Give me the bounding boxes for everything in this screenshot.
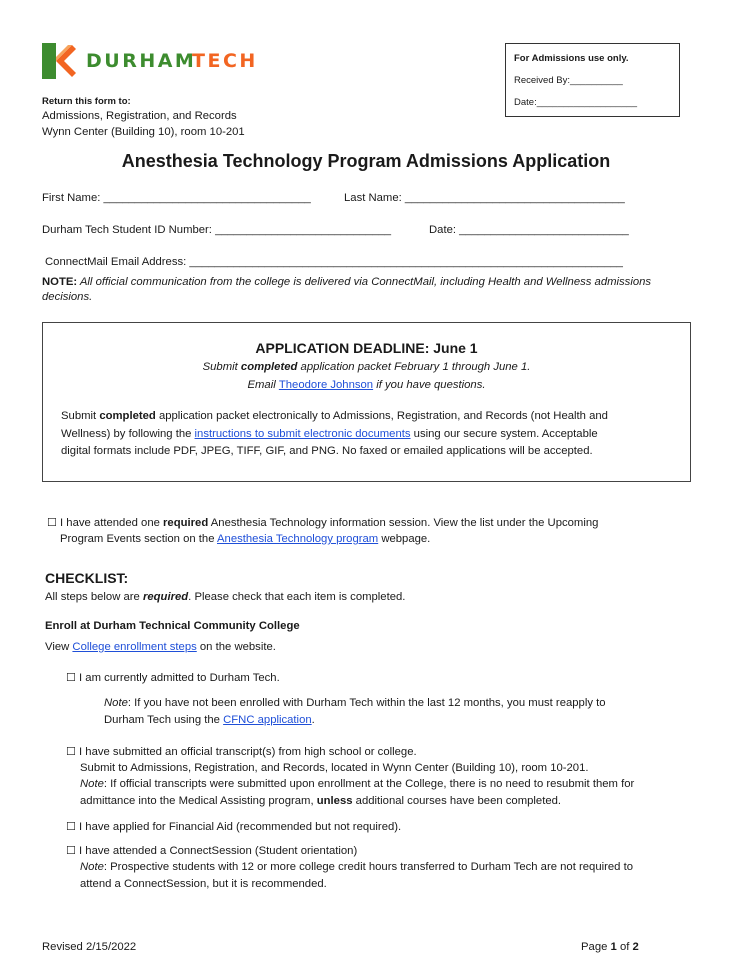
item1-note-line2 xyxy=(104,713,315,728)
return-address-line2: Wynn Center (Building 10), room 10-201 xyxy=(42,126,245,138)
checklist-heading: CHECKLIST: xyxy=(45,570,129,586)
item3-text: I have applied for Financial Aid (recommended but not required). xyxy=(75,821,402,833)
deadline-paragraph-line2 xyxy=(61,427,598,442)
checklist-intro-c: . Please check that each item is completed. xyxy=(188,591,406,603)
first-name-field[interactable]: First Name: _________________________________ xyxy=(42,192,311,204)
deadline-p2-c: using our secure system. Acceptable xyxy=(410,428,598,440)
view-c: on the website. xyxy=(196,641,276,653)
item2-note-b: : If official transcripts were submitted upon enrollment at the College, there is no need to resubmit them for xyxy=(103,778,635,790)
info-session-l1-c: Anesthesia Technology information session. View the list under the Upcoming xyxy=(208,517,599,529)
return-address-line1: Admissions, Registration, and Records xyxy=(42,110,237,122)
deadline-submit-a: Submit xyxy=(202,361,241,373)
email-field[interactable]: ConnectMail Email Address: _____________________________________________________________________ xyxy=(45,256,623,268)
item2-text: I have submitted an official transcript(s) from high school or college. xyxy=(75,746,417,758)
durham-tech-logo xyxy=(42,43,257,79)
deadline-email-a: Email xyxy=(247,379,279,391)
info-session-l1-a: I have attended one xyxy=(56,517,164,529)
return-label: Return this form to: xyxy=(42,96,131,107)
anesthesia-program-link[interactable]: Anesthesia Technology program xyxy=(217,533,379,545)
deadline-heading: APPLICATION DEADLINE: June 1 xyxy=(255,340,478,356)
item4-note-b: : Prospective students with 12 or more college credit hours transferred to Durham Tech are not required to xyxy=(103,861,634,873)
info-session-l2-c: webpage. xyxy=(378,533,431,545)
admissions-use-box xyxy=(505,43,680,117)
admissions-box-title: For Admissions use only. xyxy=(514,53,629,64)
connectsession-checkbox[interactable]: ☐ xyxy=(66,844,76,857)
page-number xyxy=(581,940,639,955)
item2-l4-c: additional courses have been completed. xyxy=(352,795,562,807)
submit-electronic-documents-link[interactable]: instructions to submit electronic documents xyxy=(194,428,411,440)
item2-note-label: Note xyxy=(80,778,104,790)
deadline-box xyxy=(42,322,691,482)
item1-note-d: . xyxy=(311,714,315,726)
deadline-p2-a: Wellness) by following the xyxy=(61,428,195,440)
item2-l4-b: unless xyxy=(316,795,353,807)
note-label: NOTE: xyxy=(42,276,78,288)
deadline-p1-c: application packet electronically to Admissions, Registration, and Records (not Health and xyxy=(155,410,608,422)
deadline-p1-b: completed xyxy=(99,410,156,422)
received-by-field[interactable]: Received By:__________ xyxy=(514,75,623,86)
checklist-intro-b: required xyxy=(142,591,189,603)
financial-aid-checkbox[interactable]: ☐ xyxy=(66,820,76,833)
logo-text-durham: DURHAM xyxy=(86,50,197,72)
item2-line4 xyxy=(80,794,561,809)
admissions-date-field[interactable]: Date:___________________ xyxy=(514,97,638,108)
deadline-p1-a: Submit xyxy=(61,410,100,422)
logo-text-tech: TECH xyxy=(192,50,258,72)
info-session-l1-b: required xyxy=(163,517,209,529)
item4-note-label: Note xyxy=(80,861,104,873)
item1-note-label: Note xyxy=(104,697,128,709)
transcript-checkbox[interactable]: ☐ xyxy=(66,745,76,758)
deadline-paragraph-line3: digital formats include PDF, JPEG, TIFF, GIF, and PNG. No faxed or emailed applications will be accepted. xyxy=(61,445,593,457)
deadline-paragraph-line1 xyxy=(61,409,608,424)
deadline-submit-b: completed xyxy=(240,361,298,373)
page-c: of xyxy=(616,941,633,953)
checklist-item-admitted xyxy=(66,670,280,686)
view-a: View xyxy=(45,641,73,653)
item1-note-c: Durham Tech using the xyxy=(104,714,224,726)
item2-line2: Submit to Admissions, Registration, and Records, located in Wynn Center (Building 10), room 10-201. xyxy=(80,762,589,774)
enrollment-steps-line xyxy=(45,640,276,655)
deadline-submit-line xyxy=(43,360,690,375)
item1-note-b: : If you have not been enrolled with Durham Tech within the last 12 months, you must reapply to xyxy=(127,697,606,709)
college-enrollment-steps-link[interactable]: College enrollment steps xyxy=(72,641,197,653)
item1-note-line1 xyxy=(104,696,606,711)
item4-text: I have attended a ConnectSession (Student orientation) xyxy=(75,845,358,857)
note-text: All official communication from the college is delivered via ConnectMail, including Health and Wellness admissions xyxy=(77,276,652,288)
date-field[interactable]: Date: ___________________________ xyxy=(429,224,629,236)
logo-mark-icon xyxy=(42,43,76,79)
item4-line3: attend a ConnectSession, but it is recommended. xyxy=(80,878,327,890)
info-session-line1 xyxy=(47,515,598,531)
item4-note-line xyxy=(80,860,633,875)
checklist-intro xyxy=(45,590,405,605)
checklist-item-financial-aid xyxy=(66,819,401,835)
theodore-johnson-link[interactable]: Theodore Johnson xyxy=(278,379,374,391)
page-total: 2 xyxy=(632,941,639,953)
item1-text: I am currently admitted to Durham Tech. xyxy=(75,672,280,684)
checklist-intro-a: All steps below are xyxy=(45,591,143,603)
page-a: Page xyxy=(581,941,611,953)
deadline-email-line xyxy=(43,378,690,393)
deadline-email-c: if you have questions. xyxy=(373,379,486,391)
last-name-field[interactable]: Last Name: ___________________________________ xyxy=(344,192,625,204)
cfnc-application-link[interactable]: CFNC application xyxy=(223,714,312,726)
revised-date: Revised 2/15/2022 xyxy=(42,941,137,953)
note-line1 xyxy=(42,275,651,290)
item2-l4-a: admittance into the Medical Assisting program, xyxy=(80,795,317,807)
enroll-heading: Enroll at Durham Technical Community College xyxy=(45,620,300,632)
page-current: 1 xyxy=(610,941,617,953)
page-title: Anesthesia Technology Program Admissions Application xyxy=(121,151,611,171)
info-session-line2 xyxy=(60,532,430,547)
deadline-submit-c: application packet February 1 through June 1. xyxy=(297,361,531,373)
item2-note-line xyxy=(80,777,634,792)
info-session-l2-a: Program Events section on the xyxy=(60,533,217,545)
checklist-item-connectsession xyxy=(66,843,357,859)
admitted-checkbox[interactable]: ☐ xyxy=(66,671,76,684)
student-id-field[interactable]: Durham Tech Student ID Number: ____________________________ xyxy=(42,224,392,236)
checklist-item-transcript xyxy=(66,744,417,760)
note-line2: decisions. xyxy=(42,291,93,303)
info-session-checkbox[interactable]: ☐ xyxy=(47,516,57,529)
